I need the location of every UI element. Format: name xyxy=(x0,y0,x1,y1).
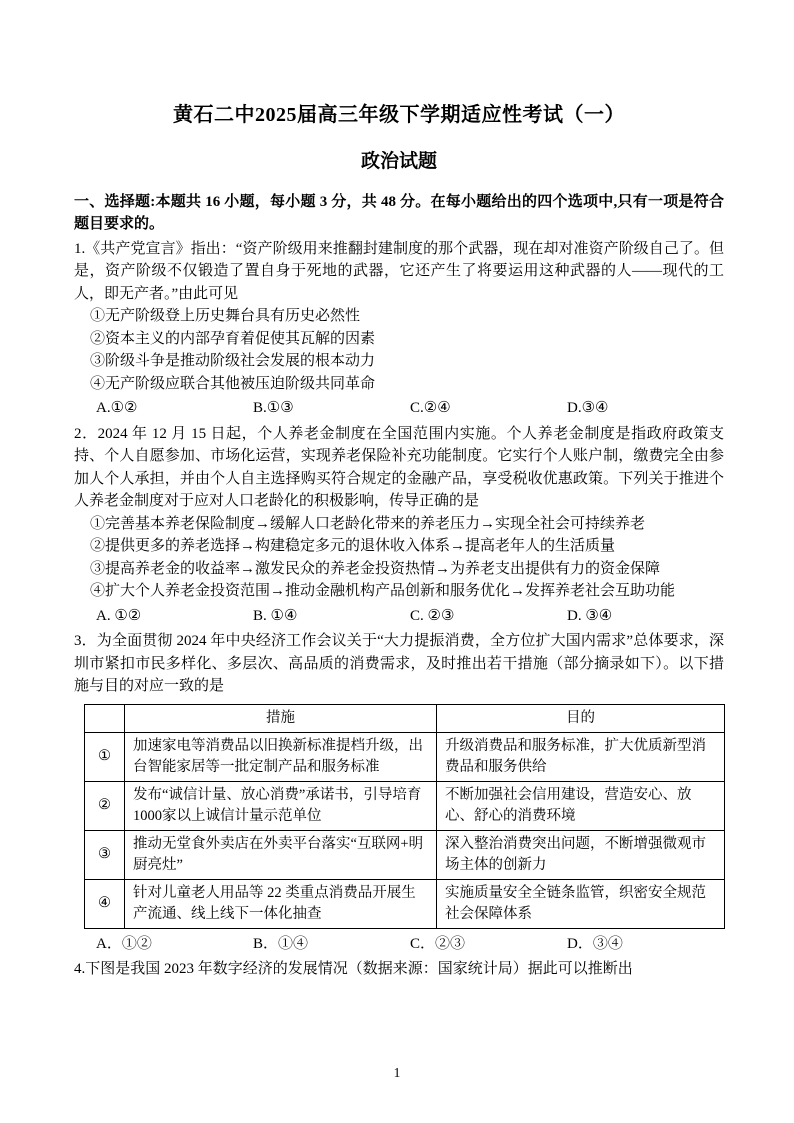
question-4-stem: 4.下图是我国 2023 年数字经济的发展情况（数据来源：国家统计局）据此可以推断出 xyxy=(74,961,633,978)
table-row-2-purpose: 不断加强社会信用建设，营造安心、放心、舒心的消费环境 xyxy=(437,781,725,830)
question-1-item-1: ①无产阶级登上历史舞台具有历史必然性 xyxy=(90,308,361,324)
table-header-measure: 措施 xyxy=(125,704,437,732)
question-1-option-b: B.①③ xyxy=(253,400,294,416)
question-2-option-b: B. ①④ xyxy=(253,607,298,624)
table-row-2 xyxy=(85,781,725,830)
table-row-2-num: ② xyxy=(85,781,125,830)
question-3-option-b: B．①④ xyxy=(253,935,309,952)
table-row-4-measure: 针对儿童老人用品等 22 类重点消费品开展生产流通、线上线下一体化抽查 xyxy=(125,879,437,928)
question-1-option-d: D.③④ xyxy=(567,400,609,416)
question-3-option-d: D．③④ xyxy=(567,935,623,952)
question-2-item-4: ④扩大个人养老金投资范围→推动金融机构产品创新和服务优化→发挥养老社会互助功能 xyxy=(90,583,676,599)
table-row-3-num: ③ xyxy=(85,830,125,879)
question-2 xyxy=(74,423,724,628)
table-row-2-measure: 发布“诚信计量、放心消费”承诺书，引导培育1000家以上诚信计量示范单位 xyxy=(125,781,437,830)
table-header-corner-cell xyxy=(85,704,125,732)
question-2-options xyxy=(74,605,724,628)
table-header-purpose: 目的 xyxy=(437,704,725,732)
question-2-stem: 2．2024 年 12 月 15 日起，个人养老金制度在全国范围内实施。个人养老金制度是指政府政策支持、个人自愿参加、市场化运营，实现养老保险补充功能制度。它实行个人账户制，缴费完全由参加人个人承担，并由个人自主选择购买符合规定的金融产品，享受税收优惠政策。下列关于推进个人养老金制度对于应对人口老龄化的积极影响，传导正确的是 xyxy=(74,425,724,509)
question-2-item-1: ①完善基本养老保险制度→缓解人口老龄化带来的养老压力→实现全社会可持续养老 xyxy=(90,515,646,532)
table-row-1-purpose: 升级消费品和服务标准，扩大优质新型消费品和服务供给 xyxy=(437,732,725,781)
question-2-item-2: ②提供更多的养老选择→构建稳定多元的退休收入体系→提高老年人的生活质量 xyxy=(90,538,616,554)
table-header-row xyxy=(85,704,725,732)
table-row-4-num: ④ xyxy=(85,879,125,928)
table-row-1-measure: 加速家电等消费品以旧换新标准提档升级，出台智能家居等一批定制产品和服务标准 xyxy=(125,732,437,781)
question-1 xyxy=(74,238,724,420)
table-row-4-purpose: 实施质量安全全链条监管，织密安全规范社会保障体系 xyxy=(437,879,725,928)
question-3-option-a: A．①② xyxy=(96,935,152,952)
question-1-item-3: ③阶级斗争是推动阶级社会发展的根本动力 xyxy=(90,353,376,369)
question-2-item-3: ③提高养老金的收益率→激发民众的养老金投资热情→为养老支出提供有力的资金保障 xyxy=(90,560,661,577)
question-3-option-c: C．②③ xyxy=(410,935,466,952)
table-row-3 xyxy=(85,830,725,879)
table-row-1-num: ① xyxy=(85,732,125,781)
question-3-table xyxy=(84,704,725,929)
question-3-options xyxy=(74,933,724,956)
question-2-option-a: A. ①② xyxy=(96,607,142,624)
section-heading: 一、选择题:本题共 16 小题，每小题 3 分，共 48 分。在每小题给出的四个选项中,只有一项是符合题目要求的。 xyxy=(74,193,724,232)
question-2-option-c: C. ②③ xyxy=(410,607,455,624)
question-1-option-c: C.②④ xyxy=(410,400,451,416)
question-1-stem: 1.《共产党宣言》指出：“资产阶级用来推翻封建制度的那个武器，现在却对准资产阶级自己了。但是，资产阶级不仅锻造了置自身于死地的武器，它还产生了将要运用这种武器的人——现代的工人，即无产者。”由此可见 xyxy=(74,240,724,302)
page-title: 黄石二中2025届高三年级下学期适应性考试（一） xyxy=(173,104,625,126)
question-2-option-d: D. ③④ xyxy=(567,607,613,624)
question-1-item-2: ②资本主义的内部孕育着促使其瓦解的因素 xyxy=(90,330,376,347)
table-row-3-measure: 推动无堂食外卖店在外卖平台落实“互联网+明厨亮灶” xyxy=(125,830,437,879)
page-number: 1 xyxy=(393,1064,401,1080)
page-subtitle: 政治试题 xyxy=(360,151,437,172)
question-1-option-a: A.①② xyxy=(96,400,138,416)
table-row-4 xyxy=(85,879,725,928)
question-1-options xyxy=(74,397,724,420)
question-3 xyxy=(74,630,724,955)
table-row-3-purpose: 深入整治消费突出问题，不断增强微观市场主体的创新力 xyxy=(437,830,725,879)
question-1-item-4: ④无产阶级应联合其他被压迫阶级共同革命 xyxy=(90,375,376,392)
question-3-stem: 3．为全面贯彻 2024 年中央经济工作会议关于“大力提振消费，全方位扩大国内需求”总体要求，深圳市紧扣市民多样化、多层次、高品质的消费需求，及时推出若干措施（部分摘录如下）。以下措施与目的对应一致的是 xyxy=(74,633,724,694)
question-4 xyxy=(74,958,724,981)
table-row-1 xyxy=(85,732,725,781)
